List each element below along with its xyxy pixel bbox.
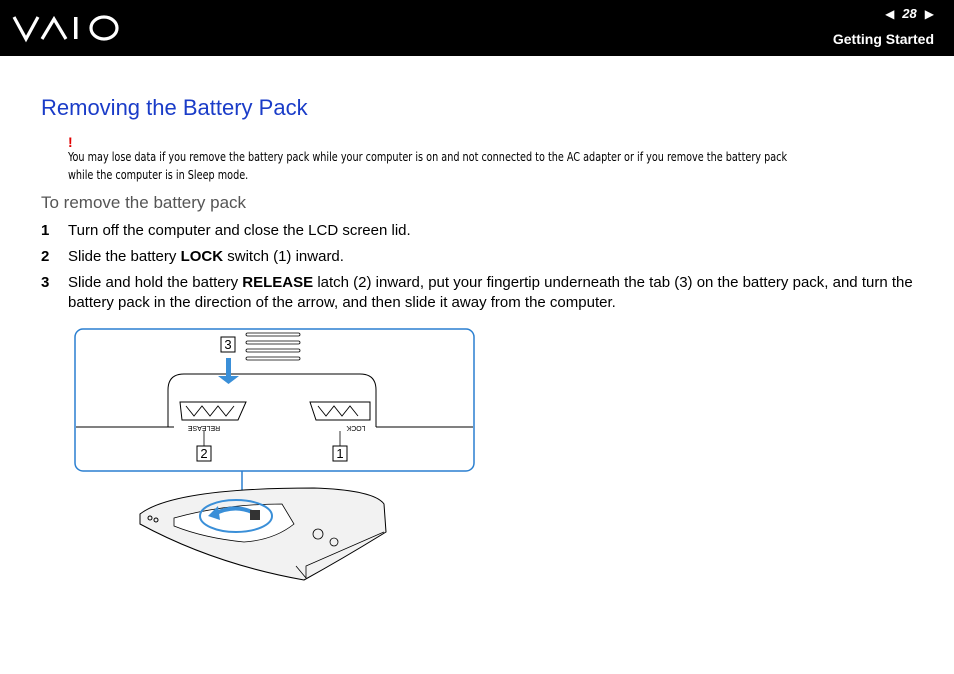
warning-icon: ! xyxy=(68,134,73,150)
step-text: Slide the battery LOCK switch (1) inward. xyxy=(68,248,344,265)
section-title: Getting Started xyxy=(832,31,934,47)
page-number: 28 xyxy=(902,6,917,21)
svg-text:VAIO: VAIO xyxy=(12,13,15,14)
callout-3: 3 xyxy=(224,337,232,352)
page-header xyxy=(0,0,954,56)
page-title: Removing the Battery Pack xyxy=(41,95,308,120)
procedure-title: To remove the battery pack xyxy=(41,193,247,212)
step-number: 2 xyxy=(41,248,50,265)
detail-frame xyxy=(75,329,474,471)
prev-page-icon[interactable]: ◀ xyxy=(885,6,895,21)
callout-1: 1 xyxy=(336,446,344,461)
step-number: 3 xyxy=(41,274,50,291)
lock-label: LOCK xyxy=(346,424,366,431)
step-text: Slide and hold the battery RELEASE latch (2) inward, put your fingertip underneath the tab (3) on the battery pack, and turn the battery pack in the direction of the arrow, and then slide it away from the computer. xyxy=(68,274,913,311)
warning-text: You may lose data if you remove the battery pack while your computer is on and not connected to the AC adapter or if you remove the battery pack while the computer is in Sleep mode. xyxy=(68,149,788,182)
battery-removal-illustration xyxy=(74,328,476,584)
vaio-logo xyxy=(12,13,122,43)
step-text: Turn off the computer and close the LCD screen lid. xyxy=(68,222,411,239)
page-navigation xyxy=(885,6,934,21)
next-page-icon[interactable]: ▶ xyxy=(924,6,934,21)
release-label: RELEASE xyxy=(187,424,221,431)
callout-2: 2 xyxy=(200,446,208,461)
step-number: 1 xyxy=(41,222,50,239)
